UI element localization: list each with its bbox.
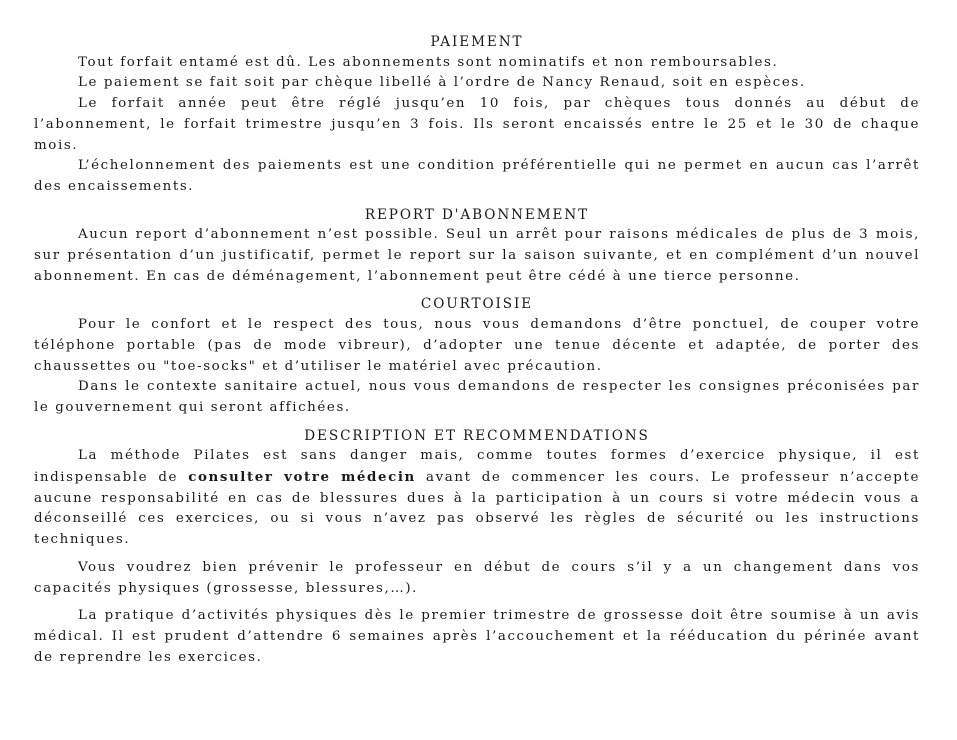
section-title-paiement: PAIEMENT [430,34,524,50]
document-body [34,32,920,668]
bold-emphasis: consulter votre médecin [188,469,416,486]
paragraph: Aucun report d’abonnement n’est possible. Seul un arrêt pour raisons médicales de plus de 3 mois, sur présentation d’un justificatif, permet le report sur la saison suivante, et en complément d’un nouvel abonnement. En cas de déménagement, l’abonnement peut être cédé à une tierce personne. [34,227,920,284]
paragraph-text: avant de commencer les cours. Le professeur n’accepte aucune responsabilité en cas de blessures dues à la participation à un cours si votre médecin vous a déconseillé ces exercices, ou si vous n’avez pas observé les règles de sécurité ou les instructions techniques. [34,470,920,548]
paragraph: Pour le confort et le respect des tous, nous vous demandons d’être ponctuel, de couper votre téléphone portable (pas de mode vibreur), d’adopter une tenue décente et adaptée, de porter des chaussettes ou "toe-socks" et d’utiliser le matériel avec précaution. [34,317,920,374]
paragraph: La pratique d’activités physiques dès le premier trimestre de grossesse doit être soumise à un avis médical. Il est prudent d’attendre 6 semaines après l’accouchement et la rééducation du périnée avant de reprendre les exercices. [34,608,920,665]
paragraph-text: La méthode Pilates est sans danger mais, comme toutes formes d’exercice physique, il est indispensable de [34,448,920,486]
paragraph: L’échelonnement des paiements est une condition préférentielle qui ne permet en aucun cas l’arrêt des encaissements. [34,158,920,194]
section-courtoisie [34,294,920,418]
paragraph: Tout forfait entamé est dû. Les abonnements sont nominatifs et non remboursables. [78,54,779,70]
section-title-report-abonnement: REPORT D'ABONNEMENT [364,206,590,223]
paragraph: Le forfait année peut être réglé jusqu’en 10 fois, par chèques tous donnés au début de l’abonnement, le forfait trimestre jusqu’en 3 fois. Ils seront encaissés entre le 25 et le 30 de chaque mois. [34,96,920,153]
section-paiement [34,32,920,198]
section-title-courtoisie: COURTOISIE [420,296,534,313]
paragraph: Dans le contexte sanitaire actuel, nous vous demandons de respecter les consignes préconisées par le gouvernement qui seront affichées. [34,379,920,415]
section-description-recommendations [34,426,920,669]
section-title-description: DESCRIPTION ET RECOMMENDATIONS [304,427,650,444]
section-report-abonnement [34,205,920,288]
paragraph [34,446,920,551]
paragraph: Le paiement se fait soit par chèque libellé à l’ordre de Nancy Renaud, soit en espèces. [78,75,806,91]
paragraph: Vous voudrez bien prévenir le professeur en début de cours s’il y a un changement dans vos capacités physiques (grossesse, blessures,…). [34,559,920,596]
